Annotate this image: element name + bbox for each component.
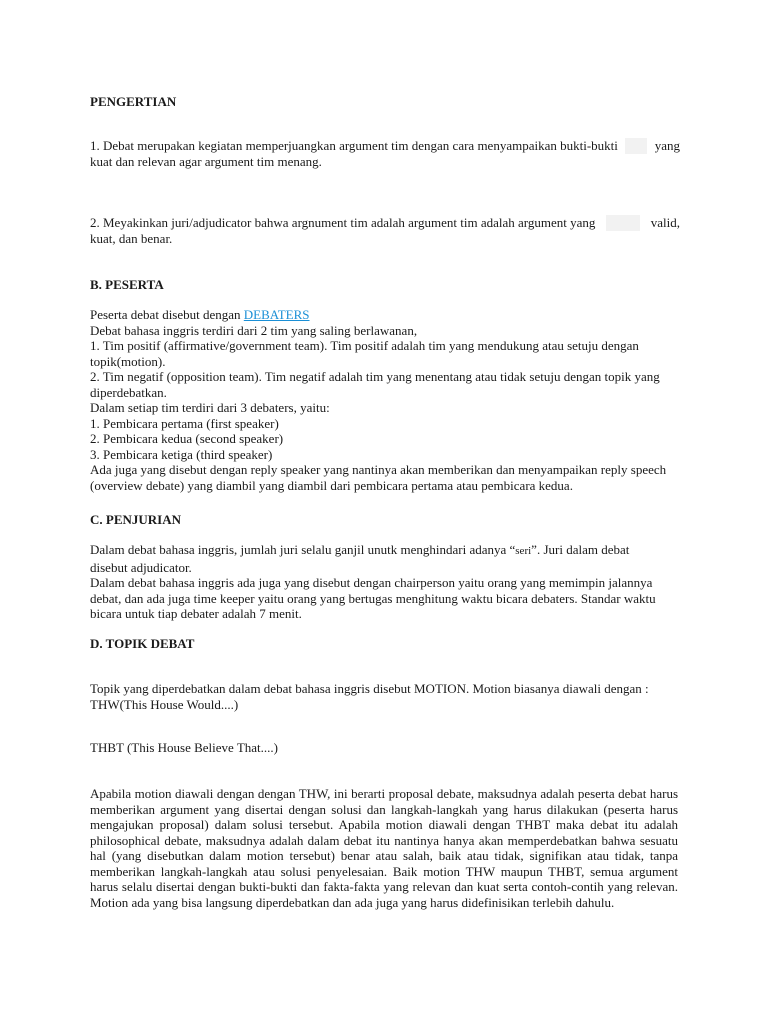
peserta-line: 1. Tim positif (affirmative/government team). Tim positif adalah tim yang mendukung atau setuju dengan [90, 338, 639, 353]
p1-text: 1. Debat merupakan kegiatan memperjuangkan argument tim dengan cara menyampaikan bukti-bukti [90, 138, 618, 153]
penjurian-line: Dalam debat bahasa inggris ada juga yang disebut dengan chairperson yaitu orang yang memimpin jalannya [90, 575, 653, 590]
penjurian-line-1 [90, 542, 680, 560]
peserta-line: 3. Pembicara ketiga (third speaker) [90, 446, 273, 462]
penjurian-line1-prefix: Dalam debat bahasa inggris, jumlah juri selalu ganjil unutk menghindari adanya “ [90, 542, 516, 557]
penjurian-lines [90, 560, 680, 622]
peserta-line: Ada juga yang disebut dengan reply speaker yang nantinya akan memberikan dan menyampaikan reply speech [90, 462, 667, 477]
peserta-line: 2. Pembicara kedua (second speaker) [90, 431, 284, 446]
peserta-line: Debat bahasa inggris terdiri dari 2 tim yang saling berlawanan, [90, 322, 418, 338]
thbt-line: THBT (This House Believe That....) [90, 740, 278, 755]
peserta-line: topik(motion). [90, 353, 166, 369]
penjurian-line1-suffix: ”. Juri dalam debat [531, 542, 630, 557]
heading-peserta: B. PESERTA [90, 277, 164, 292]
peserta-intro-text: Peserta debat disebut dengan [90, 307, 244, 322]
peserta-line: Dalam setiap tim terdiri dari 3 debaters, yaitu: [90, 400, 330, 415]
paragraph-2 [90, 215, 680, 246]
topik-line: Topik yang diperdebatkan dalam debat bahasa inggris disebut MOTION. Motion biasanya diawali dengan : [90, 681, 649, 696]
penjurian-section [90, 542, 680, 622]
peserta-lines [90, 323, 680, 494]
heading-topik: D. TOPIK DEBAT [90, 636, 195, 651]
topik-paragraph: Apabila motion diawali dengan dengan THW, ini berarti proposal debate, maksudnya adalah peserta debat harus memberikan argument yang disertai dengan solusi dan langkah-langkah yang harus dilakukan (peserta harus mengajukan proposal) dalam solusi tersebut. Apabila motion diawali dengan THBT maka debat itu adalah philosophical debate, maksudnya adalah dalam debat itu nantinya hanya akan memperdebatkan bahwa sesuatu hal (yang disebutkan dalam motion tersebut) benar atau salah, baik atau tidak, signifikan atau tidak, tanpa memberikan langkah-langkah atau solusi penyelesaian. Baik motion THW maupun THBT, semua argument harus selalu disertai dengan bukti-bukti dan fakta-fakta yang relevan dan kuat serta contoh-contih yang relevan. Motion ada yang bisa langsung diperdebatkan dan ada juga yang harus didefinisikan terlebih dahulu. [90, 786, 678, 910]
penjurian-line: bicara untuk tiap debater adalah 7 menit. [90, 606, 302, 621]
topik-lines [90, 681, 680, 712]
peserta-line: diperdebatkan. [90, 384, 167, 400]
p1-line2: kuat dan relevan agar argument tim menang. [90, 153, 322, 169]
p2-line2: kuat, dan benar. [90, 230, 173, 246]
p2-text: 2. Meyakinkan juri/adjudicator bahwa argnument tim adalah argument tim adalah argument yang [90, 215, 596, 230]
topik-line: THW(This House Would....) [90, 696, 239, 712]
penjurian-line: debat, dan ada juga time keeper yaitu orang yang bertugas menghitung waktu bicara debaters. Standar waktu [90, 590, 656, 606]
p2-right: valid, [650, 215, 680, 230]
peserta-intro [90, 307, 680, 323]
heading-penjurian: C. PENJURIAN [90, 512, 181, 527]
debaters-link[interactable]: DEBATERS [243, 307, 310, 322]
heading-pengertian: PENGERTIAN [90, 94, 177, 109]
p1-right: yang [654, 138, 680, 153]
peserta-section [90, 307, 680, 493]
paragraph-1 [90, 138, 680, 169]
peserta-line: 2. Tim negatif (opposition team). Tim negatif adalah tim yang menentang atau tidak setuju dengan topik yang [90, 369, 660, 384]
peserta-line: (overview debate) yang diambil yang diambil dari pembicara pertama atau pembicara kedua. [90, 477, 573, 493]
peserta-line: 1. Pembicara pertama (first speaker) [90, 415, 279, 431]
topik-intro [90, 681, 680, 712]
penjurian-line: disebut adjudicator. [90, 559, 192, 575]
penjurian-seri: seri [515, 545, 532, 557]
